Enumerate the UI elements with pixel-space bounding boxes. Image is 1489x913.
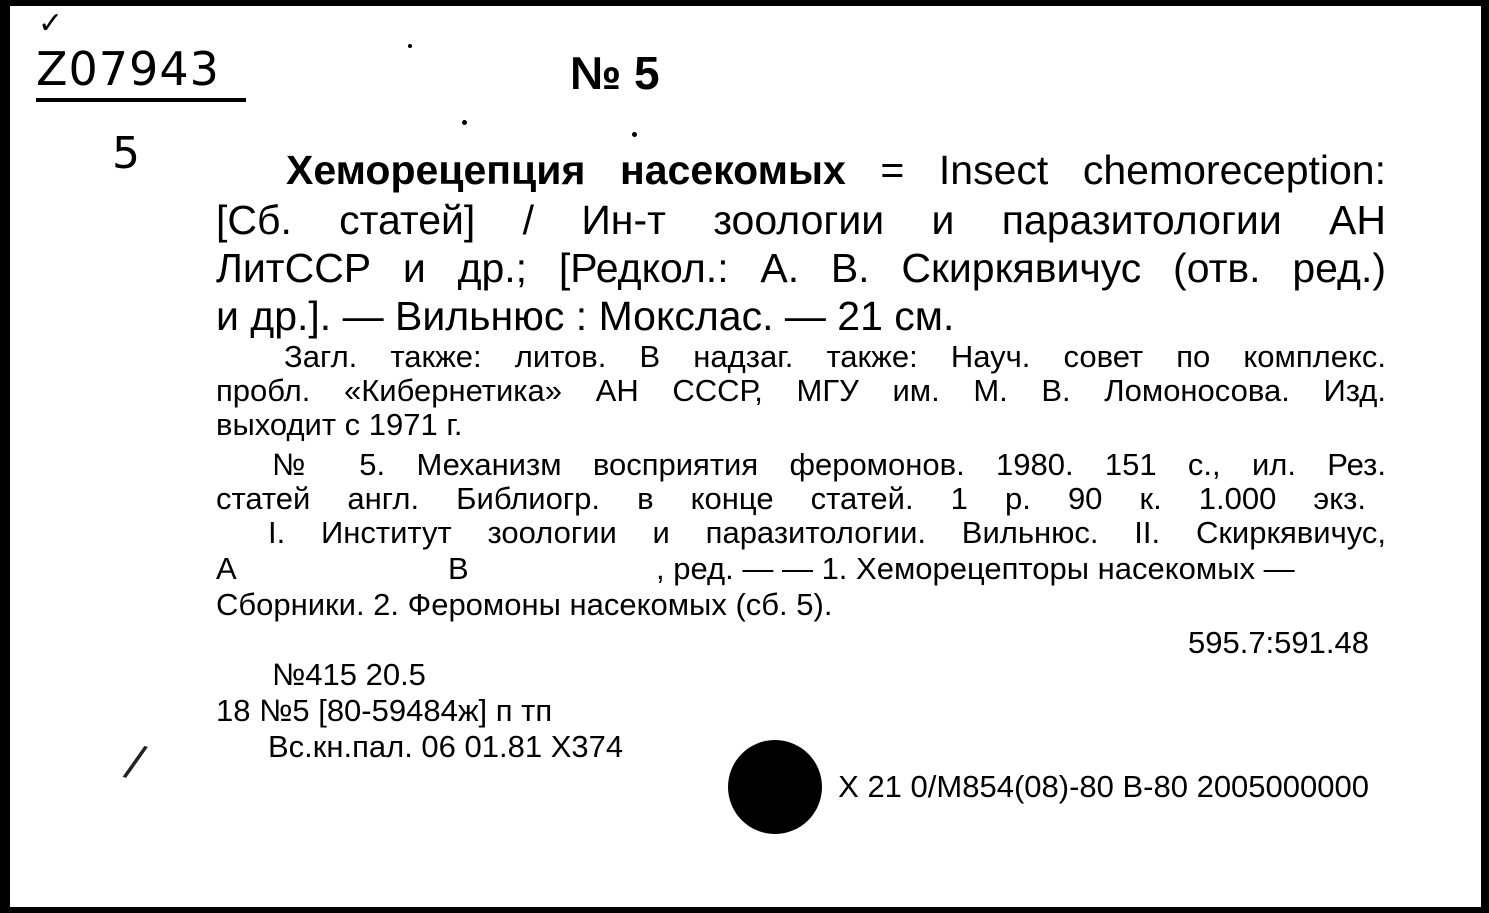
description-line-4: и др.]. — Вильнюс : Мокслас. — 21 см. xyxy=(216,293,955,339)
card-number-underline xyxy=(36,98,246,102)
check-mark: ✓ xyxy=(38,6,65,41)
note-line-2: пробл. «Кибернетика» АН СССР, МГУ им. М. В. Ломоносова. Изд. xyxy=(216,373,1386,408)
registration-line-1: №415 20.5 xyxy=(272,657,426,692)
title-line xyxy=(286,146,1386,194)
note-line-3: выходит с 1971 г. xyxy=(216,407,463,442)
ink-speck xyxy=(408,44,412,48)
ink-speck xyxy=(632,132,637,137)
punch-hole xyxy=(728,740,822,834)
udc-index: 595.7:591.48 xyxy=(1187,625,1369,660)
description-line-3: ЛитССР и др.; [Редкол.: А. В. Скиркявичус (отв. ред.) xyxy=(216,245,1386,291)
side-number: 5 xyxy=(112,128,141,179)
volume-line-1: № 5. Механизм восприятия феромонов. 1980. 151 с., ил. Рез. xyxy=(272,447,1386,482)
pencil-mark: / xyxy=(120,734,152,789)
tracing-initial-b: В xyxy=(448,551,469,586)
tracing-initial-a: А xyxy=(216,551,237,586)
description-line-2: [Сб. статей] / Ин-т зоологии и паразитологии АН xyxy=(216,197,1386,243)
ink-speck xyxy=(462,120,467,125)
tracing-headings: , ред. — — 1. Хеморецепторы насекомых — xyxy=(656,551,1295,586)
classification-line: Х 21 0/М854(08)-80 В-80 2005000000 xyxy=(838,769,1369,804)
issue-number: № 5 xyxy=(570,47,660,99)
title-bold: Хеморецепция насекомых xyxy=(286,147,846,193)
volume-line-2: статей англ. Библиогр. в конце статей. 1 р. 90 к. 1.000 экз. xyxy=(216,481,1366,516)
card-number: Z07943 xyxy=(36,42,220,96)
registration-line-2: 18 №5 [80-59484ж] п тп xyxy=(216,693,553,728)
tracing-line-3: Сборники. 2. Феромоны насекомых (сб. 5). xyxy=(216,587,833,622)
tracing-line-1: I. Институт зоологии и паразитологии. Вильнюс. II. Скиркявичус, xyxy=(268,515,1386,550)
registration-line-3: Вс.кн.пал. 06 01.81 Х374 xyxy=(268,729,624,764)
title-rest: = Insect chemoreception: xyxy=(880,147,1386,193)
note-line-1: Загл. также: литов. В надзаг. также: Науч. совет по комплекс. xyxy=(284,339,1386,374)
